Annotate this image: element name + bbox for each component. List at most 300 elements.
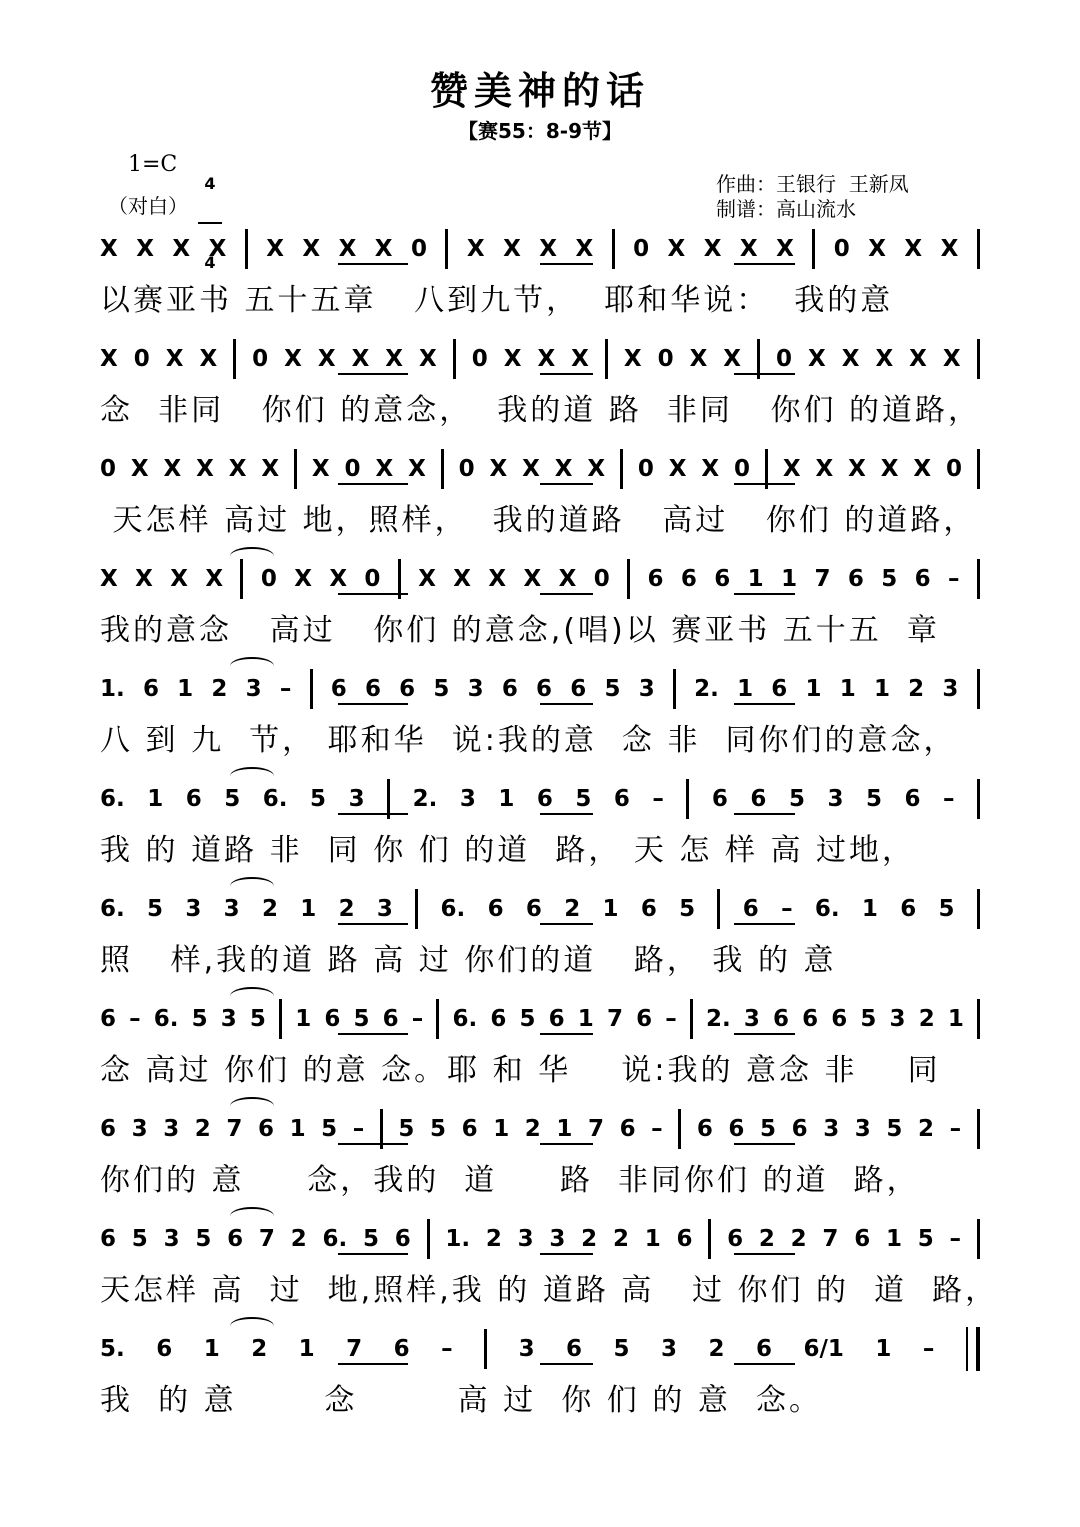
beam-underline (734, 1033, 796, 1035)
rhythm-note: X (302, 236, 321, 262)
bar-line (977, 669, 980, 709)
note: 6. (262, 786, 288, 812)
beam-underline (734, 1143, 796, 1145)
bar-line (436, 999, 439, 1039)
rhythm-note: X (522, 456, 540, 482)
sustain-dash: – (781, 896, 793, 922)
beam-underline (734, 263, 796, 265)
beam-underline (338, 373, 408, 375)
note: 5 (881, 566, 898, 592)
beam-underline (540, 703, 593, 705)
note: 6. (153, 1006, 179, 1032)
note: 1 (737, 676, 754, 702)
rhythm-note: X (575, 236, 594, 262)
lyric-line: 念 高过 你们 的意 念。耶 和 华 说:我的 意念 非 同 (100, 1053, 941, 1088)
beam-underline (734, 923, 796, 925)
rhythm-note: X (228, 456, 247, 482)
rhythm-note: X (385, 346, 404, 372)
composer-credit: 作曲：王银行 王新凤 (716, 172, 909, 196)
note: 2 (338, 896, 355, 922)
bar-line (717, 889, 720, 929)
note: 0 (364, 566, 381, 592)
note: 6 (728, 1116, 745, 1142)
bar-line (977, 449, 980, 489)
note: 6 (185, 786, 202, 812)
note: 6 (156, 1336, 173, 1362)
lyric-line: 以赛亚书 五十五章 八到九节， 耶和华说： 我的意 (100, 283, 894, 318)
beam-underline (734, 703, 796, 705)
note: 3 (743, 1006, 760, 1032)
note: 6. (100, 786, 125, 812)
beam-underline (734, 593, 796, 595)
sustain-dash: – (948, 566, 960, 592)
rhythm-note: X (703, 236, 722, 262)
bar-line (233, 339, 236, 379)
note: 5 (613, 1336, 630, 1362)
note: 6 (772, 1006, 789, 1032)
rhythm-note: X (689, 346, 708, 372)
note: 3 (376, 896, 393, 922)
bar-line (441, 449, 444, 489)
score-row (100, 225, 980, 335)
rhythm-note: X (261, 456, 280, 482)
bar-line (605, 339, 608, 379)
note: 2 (261, 896, 278, 922)
rhythm-note: X (489, 456, 508, 482)
note: 0 (252, 346, 269, 372)
note: 2 (908, 676, 925, 702)
rhythm-note: X (880, 456, 899, 482)
note: 5 (249, 1006, 266, 1032)
rhythm-note: X (808, 346, 826, 372)
beam-underline (734, 373, 796, 375)
note-line (100, 225, 980, 273)
rhythm-note: X (868, 236, 886, 262)
lyric-line: 八 到 九 节， 耶和华 说:我的意 念 非 同你们的意念， (100, 723, 957, 758)
rhythm-note: X (266, 236, 284, 262)
bar-line (977, 889, 980, 929)
note: 2 (194, 1116, 211, 1142)
beam-underline (540, 1143, 593, 1145)
bar-line (245, 229, 248, 269)
note: 6 (831, 1006, 848, 1032)
sustain-dash: – (665, 1006, 677, 1032)
rhythm-note: X (453, 566, 472, 592)
note: 6 (142, 676, 159, 702)
note: 6 (771, 676, 788, 702)
rhythm-note: X (208, 236, 227, 262)
rhythm-note: X (284, 346, 302, 372)
rhythm-note: X (841, 346, 860, 372)
beam-underline (734, 813, 796, 815)
note: 0 (833, 236, 850, 262)
note: 6 (382, 1006, 399, 1032)
scripture-reference: 【赛55：8-9节】 (458, 119, 622, 143)
rhythm-note: X (942, 346, 961, 372)
score-row (100, 555, 980, 665)
rhythm-note: X (172, 236, 191, 262)
note: 1 (839, 676, 856, 702)
score-row (100, 1105, 980, 1215)
note: 6. (440, 896, 466, 922)
note: 1 (289, 1116, 306, 1142)
note: 6 (100, 1226, 117, 1252)
note: 0 (945, 456, 962, 482)
rhythm-note: X (554, 456, 573, 482)
note: 1 (203, 1336, 220, 1362)
slur-mark (230, 987, 274, 1005)
rhythm-note: X (311, 456, 330, 482)
rhythm-note: X (199, 346, 218, 372)
note: 6 (676, 1226, 693, 1252)
note: 5 (147, 896, 164, 922)
note: 6 (640, 896, 657, 922)
bar-line (673, 669, 676, 709)
note: 1 (747, 566, 764, 592)
note: 6 (100, 1116, 117, 1142)
note: 6 (742, 896, 759, 922)
note: 6 (711, 786, 728, 812)
beam-underline (338, 703, 408, 705)
rhythm-note: X (170, 566, 188, 592)
note: 5 (788, 786, 805, 812)
score-row (100, 885, 980, 995)
rhythm-note: X (848, 456, 866, 482)
note: 6. (452, 1006, 478, 1032)
rhythm-note: X (539, 236, 557, 262)
rhythm-note: X (701, 456, 720, 482)
bar-line (415, 889, 418, 929)
slur-mark (230, 657, 274, 675)
rhythm-note: X (723, 346, 742, 372)
note: 5 (430, 1116, 447, 1142)
note: 2. (412, 786, 438, 812)
note: 7 (226, 1116, 243, 1142)
note: 6. (814, 896, 840, 922)
note: 2 (917, 1116, 934, 1142)
slur-mark (230, 767, 274, 785)
note: 1 (781, 566, 798, 592)
note: 5 (575, 786, 592, 812)
note: 3 (638, 676, 655, 702)
note: 3 (185, 896, 202, 922)
rhythm-note: X (503, 346, 522, 372)
note: 1. (445, 1226, 471, 1252)
beam-underline (338, 1143, 408, 1145)
bar-line (240, 559, 243, 599)
rhythm-note: X (466, 236, 485, 262)
note: 6 (566, 1336, 583, 1362)
note: 3 (549, 1226, 566, 1252)
rhythm-note: X (739, 236, 758, 262)
note: 0 (776, 346, 793, 372)
bar-line (977, 559, 980, 599)
rhythm-note: X (294, 566, 312, 592)
note: 5 (321, 1116, 338, 1142)
sustain-dash: – (949, 1226, 962, 1252)
sustain-dash: – (411, 1006, 424, 1032)
lyric-line: 照 样,我的道 路 高 过 你们的道 路， 我 的 意 (100, 943, 837, 978)
lyric-line: 我 的 道路 非 同 你 们 的道 路， 天 怎 样 高 过地， (100, 833, 916, 868)
rhythm-note: X (135, 566, 153, 592)
bar-line (686, 779, 689, 819)
lyric-line: 天怎样 高 过 地,照样,我 的 道路 高 过 你们 的 道 路， (100, 1273, 999, 1308)
note: 3 (131, 1116, 148, 1142)
note: 6 (100, 1006, 117, 1032)
note-line (100, 335, 980, 383)
note: 1 (295, 1006, 312, 1032)
rhythm-note: X (668, 456, 687, 482)
rhythm-note: X (136, 236, 154, 262)
score-row (100, 665, 980, 775)
beam-underline (540, 1253, 593, 1255)
rhythm-note: X (100, 346, 118, 372)
score-row (100, 1215, 999, 1325)
note: 6 (548, 1006, 565, 1032)
note: 6 (714, 566, 731, 592)
beam-underline (540, 1033, 593, 1035)
rhythm-note: X (338, 236, 357, 262)
note: 1 (873, 676, 890, 702)
note: 6 (536, 786, 553, 812)
note: 5 (310, 786, 327, 812)
note: 1 (875, 1336, 892, 1362)
note: 5 (131, 1226, 148, 1252)
note: 0 (593, 566, 610, 592)
rhythm-note: X (165, 346, 184, 372)
rhythm-note: X (503, 236, 521, 262)
note: 3 (823, 1116, 840, 1142)
beam-underline (540, 373, 593, 375)
slur-mark (230, 1317, 274, 1335)
beam-underline (734, 1253, 796, 1255)
note: 2 (581, 1226, 598, 1252)
rhythm-note: X (374, 236, 393, 262)
note: 6 (487, 896, 504, 922)
rhythm-note: X (100, 566, 118, 592)
note: 2 (290, 1226, 307, 1252)
note: 3 (518, 1336, 535, 1362)
note: 5 (433, 676, 450, 702)
note: 1 (493, 1116, 510, 1142)
note: 3 (854, 1116, 871, 1142)
note: 2. (705, 1006, 731, 1032)
note: 0 (458, 456, 475, 482)
dialogue-remark: （对白） (108, 194, 188, 218)
note: 6 (536, 676, 553, 702)
bar-line (977, 1109, 980, 1149)
note: 0 (260, 566, 277, 592)
note: 6 (727, 1226, 744, 1252)
bar-line (453, 339, 456, 379)
note: 0 (657, 346, 674, 372)
note: 6 (680, 566, 697, 592)
note: 1. (100, 676, 125, 702)
note: 1 (298, 1336, 315, 1362)
bar-line (612, 229, 615, 269)
note: 6. (322, 1226, 348, 1252)
rhythm-note: X (904, 236, 923, 262)
bar-line (977, 999, 980, 1039)
bar-line (627, 559, 630, 599)
note: 6 (802, 1006, 819, 1032)
beam-underline (540, 813, 593, 815)
note: 7 (606, 1006, 623, 1032)
rhythm-note: X (418, 566, 436, 592)
note: 6 (636, 1006, 653, 1032)
rhythm-note: X (205, 566, 224, 592)
note: 2 (758, 1226, 775, 1252)
lyric-line: 我的意念 高过 你们 的意念,(唱)以 赛亚书 五十五 章 (100, 613, 940, 648)
note: 3 (467, 676, 484, 702)
bar-line (708, 1219, 711, 1259)
note: 6 (900, 896, 917, 922)
note: 6 (364, 676, 381, 702)
note: 2 (790, 1226, 807, 1252)
note: 7 (822, 1226, 839, 1252)
rhythm-note: X (940, 236, 959, 262)
note: 3 (459, 786, 476, 812)
note: 2 (211, 676, 228, 702)
bar-line (310, 669, 313, 709)
note: 6 (619, 1116, 636, 1142)
time-signature-bottom: 4 (204, 253, 216, 272)
time-signature-top: 4 (204, 174, 216, 193)
bar-line (294, 449, 297, 489)
bar-line (977, 1219, 980, 1259)
time-signature-divider (198, 222, 222, 224)
note: 7 (814, 566, 831, 592)
beam-underline (338, 923, 408, 925)
note: 6 (394, 1226, 411, 1252)
bar-line (812, 229, 815, 269)
beam-underline (540, 593, 593, 595)
slur-mark (230, 877, 274, 895)
note: 3 (661, 1336, 678, 1362)
note: 1 (498, 786, 515, 812)
note: 6 (750, 786, 767, 812)
bar-line (620, 449, 623, 489)
note: 5 (886, 1116, 903, 1142)
rhythm-note: X (558, 566, 577, 592)
note: 6 (847, 566, 864, 592)
note: 2 (918, 1006, 935, 1032)
rhythm-note: X (100, 236, 118, 262)
note: 2. (694, 676, 719, 702)
note: 0 (734, 456, 751, 482)
note: 5 (679, 896, 696, 922)
bar-line (427, 1219, 430, 1259)
score-row (100, 775, 980, 885)
key-signature: 1=C (128, 152, 178, 177)
slur-mark (230, 1097, 274, 1115)
note: 7 (258, 1226, 275, 1252)
note: 6 (914, 566, 931, 592)
rhythm-note: X (523, 566, 542, 592)
note: 6 (330, 676, 347, 702)
rhythm-note: X (419, 346, 437, 372)
score-row (100, 445, 980, 555)
note: 7 (346, 1336, 363, 1362)
rhythm-note: X (408, 456, 426, 482)
note: 0 (637, 456, 654, 482)
note: 6 (904, 786, 921, 812)
note: 0 (410, 236, 427, 262)
note: 3 (517, 1226, 534, 1252)
rhythm-note: X (776, 236, 794, 262)
beam-underline (338, 1253, 408, 1255)
note: 2 (564, 896, 581, 922)
note: 5 (860, 1006, 877, 1032)
rhythm-note: X (375, 456, 394, 482)
beam-underline (338, 483, 408, 485)
note: 0 (100, 456, 117, 482)
note: 6 (490, 1006, 507, 1032)
rhythm-note: X (815, 456, 834, 482)
note: 5 (938, 896, 955, 922)
note: 5. (100, 1336, 125, 1362)
rhythm-note: X (488, 566, 507, 592)
rhythm-note: X (163, 456, 182, 482)
note: 3 (245, 676, 262, 702)
rhythm-note: X (571, 346, 589, 372)
note: 6 (399, 676, 416, 702)
bar-line (445, 229, 448, 269)
sustain-dash: – (352, 1116, 365, 1142)
beam-underline (338, 593, 408, 595)
note: 5 (195, 1226, 212, 1252)
sustain-dash: – (441, 1336, 453, 1362)
note: 2 (251, 1336, 268, 1362)
note: 5 (604, 676, 621, 702)
note: 3 (220, 1006, 237, 1032)
note: 1 (861, 896, 878, 922)
note: 6 (525, 896, 542, 922)
note: 6 (227, 1226, 244, 1252)
note: 1 (947, 1006, 964, 1032)
note: 3 (827, 786, 844, 812)
beam-underline (338, 1363, 408, 1365)
note: 3 (348, 786, 365, 812)
score-row (100, 995, 980, 1105)
note: 1 (300, 896, 317, 922)
lyric-line: 念 非同 你们 的意念， 我的道 路 非同 你们 的道路， (100, 393, 982, 428)
bar-line (977, 779, 980, 819)
beam-underline (540, 263, 593, 265)
rhythm-note: X (329, 566, 348, 592)
beam-underline (540, 923, 593, 925)
note: 5 (865, 786, 882, 812)
note: 6 (791, 1116, 808, 1142)
note-line (100, 445, 980, 493)
note: 2 (612, 1226, 629, 1252)
note: 6 (461, 1116, 478, 1142)
rhythm-note: X (317, 346, 336, 372)
rhythm-note: X (667, 236, 686, 262)
note: 3 (163, 1226, 180, 1252)
note: 6 (696, 1116, 713, 1142)
note: 0 (633, 236, 650, 262)
sustain-dash: – (279, 676, 292, 702)
note: 6 (647, 566, 664, 592)
rhythm-note: X (537, 346, 556, 372)
note: 5 (191, 1006, 208, 1032)
note: 6 (755, 1336, 772, 1362)
note: 6 (393, 1336, 410, 1362)
rhythm-note: X (351, 346, 370, 372)
repeat-end-bar (966, 1327, 980, 1371)
rhythm-note: X (196, 456, 214, 482)
